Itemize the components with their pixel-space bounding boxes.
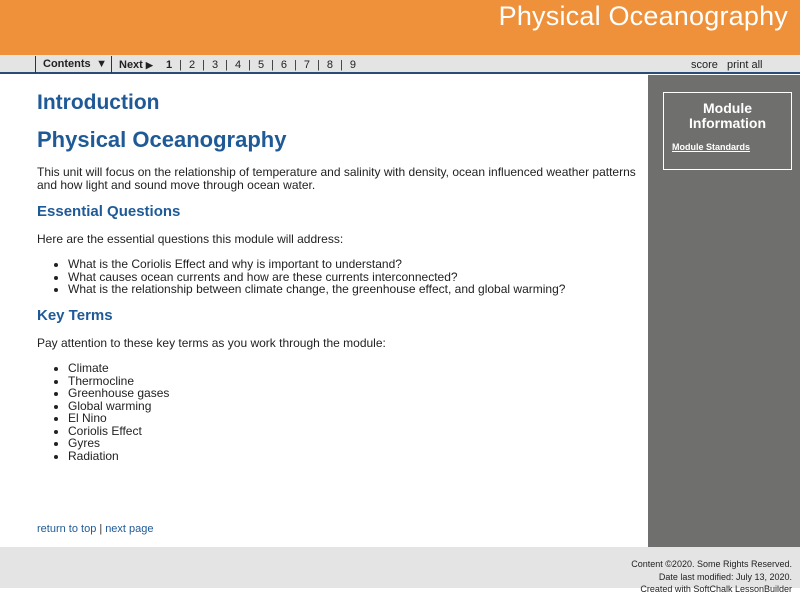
page-link-7[interactable]: 7	[303, 59, 311, 71]
score-link[interactable]: score	[691, 59, 718, 71]
page-separator: |	[248, 59, 251, 71]
page-link-6[interactable]: 6	[280, 59, 288, 71]
key-terms-heading: Key Terms	[37, 307, 113, 324]
list-item: • Greenhouse gases	[68, 387, 169, 400]
sidebar	[648, 75, 800, 547]
next-button[interactable]	[119, 57, 153, 73]
page-separator: |	[317, 59, 320, 71]
page-link-3[interactable]: 3	[211, 59, 219, 71]
page-separator: |	[225, 59, 228, 71]
page-link-2[interactable]: 2	[188, 59, 196, 71]
print-all-link[interactable]: print all	[727, 59, 763, 71]
list-item: • Gyres	[68, 437, 169, 450]
page-separator: |	[294, 59, 297, 71]
page-separator: |	[179, 59, 182, 71]
page-numbers	[166, 57, 356, 73]
next-page-link[interactable]: next page	[105, 523, 154, 535]
list-item: • Climate	[68, 362, 169, 375]
list-item: • Radiation	[68, 450, 169, 463]
link-separator: |	[99, 523, 103, 535]
created-with-text: Created with SoftChalk LessonBuilder	[640, 584, 792, 594]
list-item: • Coriolis Effect	[68, 425, 169, 438]
essential-questions-list	[68, 258, 565, 296]
module-info-title	[664, 101, 791, 131]
key-terms-intro: Pay attention to these key terms as you work through the module:	[37, 336, 386, 350]
module-title-line2: Information	[689, 115, 766, 131]
page-link-1[interactable]: 1	[166, 59, 173, 71]
unit-title: Physical Oceanography	[37, 127, 287, 152]
next-label: Next	[119, 59, 143, 71]
page-separator: |	[340, 59, 343, 71]
module-information-box	[663, 92, 792, 170]
list-item: • Thermocline	[68, 375, 169, 388]
bottom-links	[37, 523, 154, 535]
essential-questions-heading: Essential Questions	[37, 203, 181, 220]
page-link-4[interactable]: 4	[234, 59, 242, 71]
list-item: • What causes ocean currents and how are these currents interconnected?	[68, 271, 565, 284]
list-item: • El Nino	[68, 412, 169, 425]
last-modified-text: Date last modified: July 13, 2020.	[658, 572, 792, 582]
header-banner	[0, 0, 800, 55]
page-link-5[interactable]: 5	[257, 59, 265, 71]
navigation-bar	[0, 55, 800, 74]
page-link-9[interactable]: 9	[349, 59, 356, 71]
page-separator: |	[202, 59, 205, 71]
intro-paragraph: This unit will focus on the relationship of temperature and salinity with density, ocean influenced weather patterns and how light and sound move through ocean water.	[37, 165, 636, 192]
footer	[0, 547, 800, 594]
page-link-8[interactable]: 8	[326, 59, 334, 71]
list-item: • Global warming	[68, 400, 169, 413]
key-terms-list	[68, 362, 169, 462]
copyright-text: Content ©2020. Some Rights Reserved.	[631, 559, 792, 569]
module-title-line1: Module	[703, 100, 752, 116]
contents-label: Contents	[43, 58, 91, 70]
list-item: • What is the relationship between climate change, the greenhouse effect, and global warming?	[68, 283, 565, 296]
page-heading: Introduction	[37, 91, 160, 114]
play-arrow-icon: ▶	[145, 60, 153, 70]
page-separator: |	[271, 59, 274, 71]
essential-intro: Here are the essential questions this module will address:	[37, 232, 344, 246]
list-item: • What is the Coriolis Effect and why is important to understand?	[68, 258, 565, 271]
lesson-title: Physical Oceanography	[498, 1, 788, 31]
return-to-top-link[interactable]: return to top	[37, 523, 97, 535]
module-standards-link[interactable]: Module Standards	[672, 142, 751, 152]
contents-dropdown[interactable]	[35, 56, 112, 73]
dropdown-caret-icon: ▼	[96, 58, 107, 70]
